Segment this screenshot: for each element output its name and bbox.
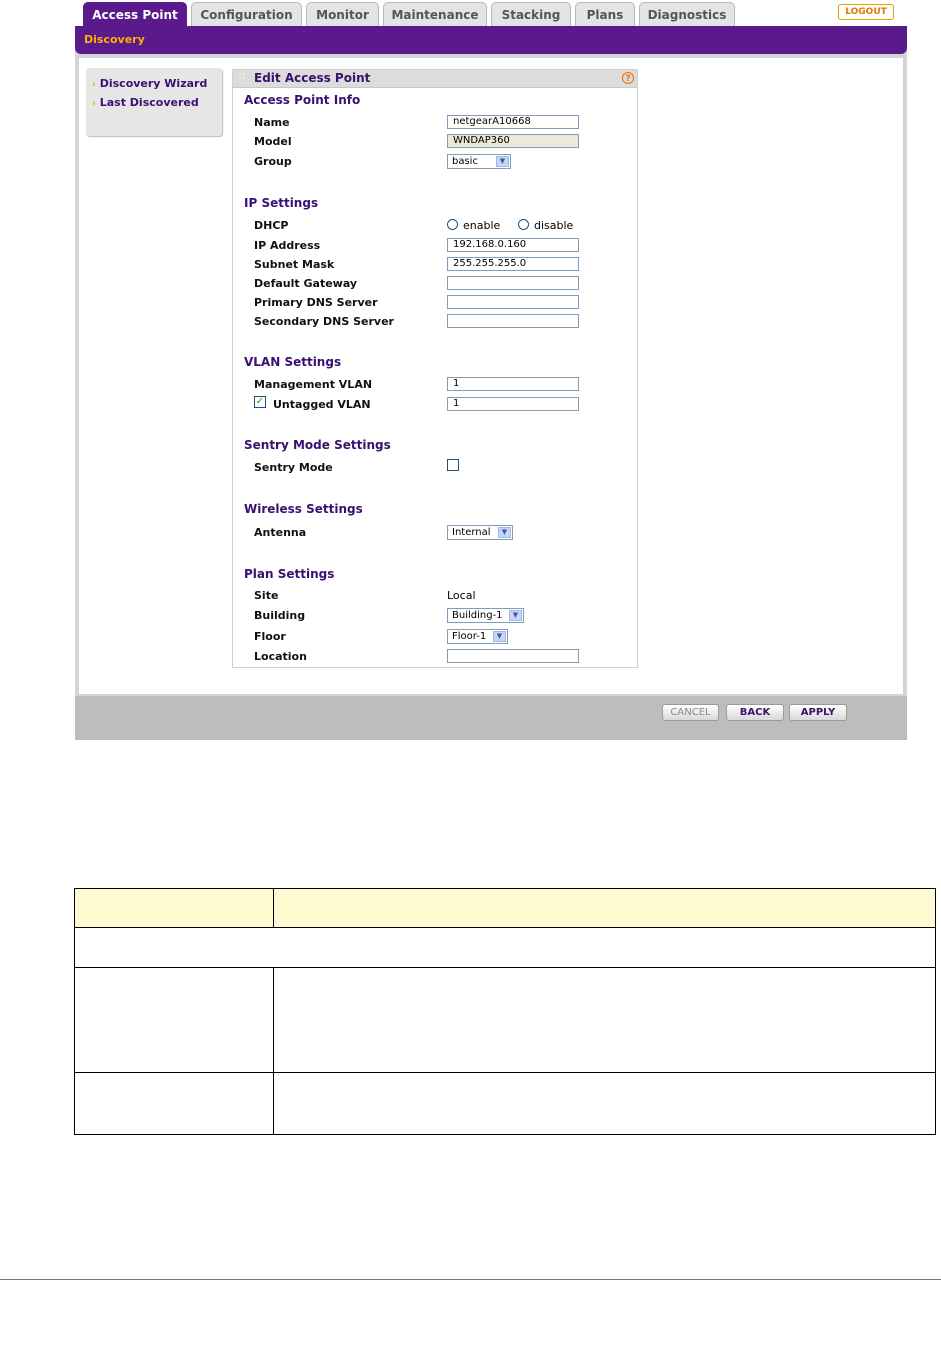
site-value: Local [447,589,476,602]
tab-plans[interactable]: Plans [575,2,635,26]
management-vlan-input[interactable]: 1 [447,377,579,391]
section-vlan-settings: VLAN Settings [244,355,342,369]
secondary-dns-label: Secondary DNS Server [254,315,394,328]
left-navigation [86,68,222,136]
dhcp-enable-radio[interactable] [447,219,458,230]
model-label: Model [254,135,292,148]
name-input[interactable]: netgearA10668 [447,115,579,129]
edit-access-point-panel [232,69,638,668]
panel-header [233,70,637,88]
page-divider [0,1279,941,1280]
default-gateway-input[interactable] [447,276,579,290]
arrow-right-icon: › [92,80,96,90]
section-wireless-settings: Wireless Settings [244,502,363,516]
drag-grip-icon: ∷ [239,72,246,83]
location-label: Location [254,650,307,663]
section-ip-settings: IP Settings [244,196,319,210]
content-area [79,58,903,694]
ip-address-label: IP Address [254,239,321,252]
tab-access-point[interactable]: Access Point [83,2,187,26]
sentry-mode-checkbox[interactable] [447,459,459,471]
building-select-value: Building-1 [452,610,503,621]
site-label: Site [254,589,279,602]
ip-address-input[interactable]: 192.168.0.160 [447,238,579,252]
table-cell [274,1073,936,1135]
primary-dns-label: Primary DNS Server [254,296,378,309]
table-cell [274,968,936,1073]
top-tab-bar [75,0,907,26]
table-header-cell [75,889,274,928]
tab-diagnostics[interactable]: Diagnostics [639,2,735,26]
dhcp-label: DHCP [254,219,289,232]
nav-label: Last Discovered [99,96,199,109]
dhcp-enable-label: enable [463,219,501,232]
location-input[interactable] [447,649,579,663]
antenna-select-value: Internal [452,527,491,538]
group-select[interactable] [447,154,511,169]
apply-button[interactable]: APPLY [789,704,847,721]
sub-navigation-bar [75,26,907,54]
antenna-label: Antenna [254,526,307,539]
nav-discovery-wizard[interactable] [92,77,207,90]
chevron-down-icon: ▼ [496,156,509,167]
dhcp-disable-radio[interactable] [518,219,529,230]
antenna-select[interactable] [447,525,513,540]
table-header-cell [274,889,936,928]
panel-title: Edit Access Point [254,71,371,85]
tab-maintenance[interactable]: Maintenance [383,2,487,26]
untagged-vlan-checkbox[interactable]: ✓ [255,396,265,407]
group-select-value: basic [452,156,478,167]
dhcp-disable-label: disable [534,219,574,232]
tab-configuration[interactable]: Configuration [191,2,302,26]
subnav-discovery[interactable]: Discovery [84,33,145,46]
cancel-button[interactable]: CANCEL [662,704,719,721]
group-label: Group [254,155,292,168]
chevron-down-icon: ▼ [493,631,506,642]
sentry-mode-label: Sentry Mode [254,461,333,474]
footer-button-bar [75,696,907,740]
floor-label: Floor [254,630,286,643]
untagged-vlan-input[interactable]: 1 [447,397,579,411]
management-vlan-label: Management VLAN [254,378,373,391]
screenshot-window [75,0,907,740]
tab-stacking[interactable]: Stacking [491,2,571,26]
nav-label: Discovery Wizard [99,77,208,90]
subnet-mask-label: Subnet Mask [254,258,335,271]
section-plan-settings: Plan Settings [244,567,335,581]
help-icon[interactable]: ? [622,72,634,84]
logout-button[interactable]: LOGOUT [838,4,894,20]
model-field: WNDAP360 [447,134,579,148]
building-label: Building [254,609,306,622]
name-label: Name [254,116,290,129]
default-gateway-label: Default Gateway [254,277,358,290]
secondary-dns-input[interactable] [447,314,579,328]
building-select[interactable] [447,608,524,623]
floor-select[interactable] [447,629,508,644]
table-cell [75,1073,274,1135]
table-cell [75,968,274,1073]
nav-last-discovered[interactable] [92,96,199,109]
tab-monitor[interactable]: Monitor [306,2,379,26]
settings-description-table [74,888,936,1135]
table-section-row [75,928,936,968]
untagged-vlan-label: Untagged VLAN [273,398,371,411]
floor-select-value: Floor-1 [452,631,487,642]
section-ap-info: Access Point Info [244,93,361,107]
back-button[interactable]: BACK [726,704,784,721]
chevron-down-icon: ▼ [498,527,511,538]
section-sentry-mode: Sentry Mode Settings [244,438,391,452]
chevron-down-icon: ▼ [509,610,522,621]
arrow-right-icon: › [92,99,96,109]
primary-dns-input[interactable] [447,295,579,309]
subnet-mask-input[interactable]: 255.255.255.0 [447,257,579,271]
